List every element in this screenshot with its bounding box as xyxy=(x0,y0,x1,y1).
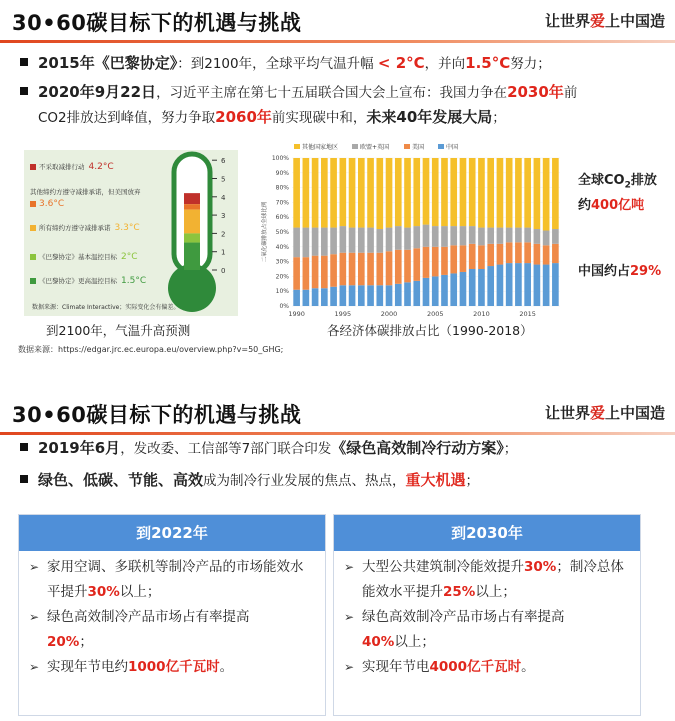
bar-segment xyxy=(543,231,550,246)
target-2030-card xyxy=(333,514,641,716)
bar-segment xyxy=(293,257,300,290)
thermometer-label-value: 3.6°C xyxy=(39,199,65,209)
bar-segment xyxy=(395,284,402,306)
x-tick-label: 2015 xyxy=(519,310,536,318)
bar-segment xyxy=(312,256,319,289)
bar-segment xyxy=(340,226,347,253)
thermometer-source: 数据来源：Climate Interactive；实际变化会有偏差。 xyxy=(32,304,180,311)
thermometer-infographic xyxy=(24,150,238,316)
logo-text-3: 上中国造 xyxy=(604,12,665,30)
bar-segment xyxy=(552,229,559,244)
bar-segment xyxy=(330,287,337,306)
bar-segment xyxy=(367,228,374,253)
bar-segment xyxy=(515,263,522,306)
bullet-text: ：到2100年，全球平均气温升幅 xyxy=(177,56,378,72)
bar-segment xyxy=(441,247,448,275)
bullet-text: 前 xyxy=(563,85,578,101)
note-text: 全球CO xyxy=(578,173,625,188)
bar-segment xyxy=(552,263,559,306)
bullet-heading: 2015年《巴黎协定》 xyxy=(38,54,178,72)
bar-segment xyxy=(395,158,402,226)
bar-segment xyxy=(312,158,319,228)
arrow-bullet-icon: ➢ xyxy=(344,660,355,674)
bar-segment xyxy=(450,158,457,226)
x-tick-label: 2005 xyxy=(426,310,444,318)
y-axis-label: 二氧化碳排放占全球比例 xyxy=(262,201,268,263)
thermometer-label-text: 不采取减排行动 xyxy=(39,163,85,171)
bar-segment xyxy=(303,290,310,306)
thermometer-label-text: 所有缔约方遵守减排承诺 xyxy=(39,224,111,232)
bar-segment xyxy=(515,228,522,243)
item-text: 家用空调、多联机等制冷产品的市场能效水平提升 xyxy=(47,559,304,600)
bar-segment xyxy=(376,229,383,253)
highlight-value: 1.5°C xyxy=(465,54,511,72)
legend-swatch xyxy=(30,254,36,260)
x-tick-label: 1990 xyxy=(288,310,305,318)
item-text: 实现年节电约 xyxy=(47,659,128,675)
thermometer-caption: 到2100年，气温升高预测 xyxy=(46,323,191,338)
bar-segment xyxy=(321,256,328,289)
item-highlight: 40% xyxy=(362,634,395,650)
y-tick-label: 80% xyxy=(275,184,289,192)
brand-logo xyxy=(545,10,665,31)
bar-segment xyxy=(497,158,504,228)
bullet-text: ； xyxy=(492,110,506,126)
bar-segment xyxy=(478,269,485,306)
item-text: 以上； xyxy=(119,584,161,600)
emissions-share-chart xyxy=(258,140,568,340)
thermometer-label-value: 3.3°C xyxy=(114,223,140,233)
card-item xyxy=(344,555,630,605)
bar-segment xyxy=(469,226,476,244)
logo-text-2: 爱 xyxy=(589,12,605,30)
card-header: 到2030年 xyxy=(334,515,640,551)
bullet-text: ； xyxy=(503,441,518,457)
bar-segment xyxy=(321,288,328,306)
scale-tick-label: 6 xyxy=(221,157,226,166)
item-text: 大型公共建筑制冷能效提升 xyxy=(362,559,524,575)
arrow-bullet-icon: ➢ xyxy=(29,560,40,574)
note-text: 中国约占 xyxy=(578,264,631,279)
y-tick-label: 30% xyxy=(275,258,289,266)
bullet-text: 成为制冷行业发展的焦点、热点， xyxy=(203,473,406,489)
thermometer-label-text: 《巴黎协定》基本温控目标 xyxy=(39,253,117,261)
thermometer-label-value: 4.2°C xyxy=(88,162,114,172)
item-highlight: 30% xyxy=(524,559,557,575)
item-highlight: 4000亿千瓦时 xyxy=(429,659,522,675)
legend-label: 其他国家地区 xyxy=(302,144,339,151)
bar-segment xyxy=(404,228,411,250)
title-divider xyxy=(0,40,675,43)
bar-segment xyxy=(423,158,430,225)
legend-swatch xyxy=(30,201,36,207)
legend-swatch xyxy=(404,144,410,149)
bullet-text: ，并向 xyxy=(424,56,466,72)
bar-segment xyxy=(524,242,531,263)
note-text: 排放 xyxy=(630,173,657,188)
bullet-text: ，发改委、工信部等7部门联合印发 xyxy=(120,441,332,457)
bar-segment xyxy=(450,245,457,273)
bullet-emphasis: 《绿色高效制冷行动方案》 xyxy=(331,439,504,457)
bar-segment xyxy=(478,158,485,228)
y-tick-label: 50% xyxy=(275,229,289,236)
bar-segment xyxy=(478,228,485,246)
thermometer-band xyxy=(184,243,200,270)
bar-segment xyxy=(413,226,420,248)
bar-segment xyxy=(515,242,522,263)
card-body xyxy=(19,551,325,680)
highlight-value: < 2°C xyxy=(377,54,425,72)
x-tick-label: 2010 xyxy=(473,310,490,318)
bar-segment xyxy=(404,158,411,228)
bar-segment xyxy=(515,158,522,228)
bar-segment xyxy=(469,269,476,306)
bar-segment xyxy=(441,226,448,247)
bar-segment xyxy=(441,275,448,306)
bullet-un-announcement xyxy=(20,80,660,130)
item-highlight: 30% xyxy=(87,584,120,600)
bar-segment xyxy=(487,266,494,306)
note-highlight: 400亿吨 xyxy=(591,197,645,213)
thermometer-label-value: 1.5°C xyxy=(121,276,147,286)
logo-text-2: 爱 xyxy=(589,404,605,422)
bar-segment xyxy=(506,242,513,263)
note-highlight: 29% xyxy=(630,264,662,279)
bullet-text: 前实现碳中和， xyxy=(271,110,367,126)
bar-segment xyxy=(534,229,541,244)
bullet-green-opportunity xyxy=(20,468,660,493)
card-item xyxy=(29,555,315,605)
card-item xyxy=(344,605,630,655)
bar-segment xyxy=(460,272,467,306)
bar-segment xyxy=(367,285,374,306)
bar-segment xyxy=(534,244,541,265)
page-title: 30•60碳目标下的机遇与挑战 xyxy=(12,403,302,427)
bullet-square-icon xyxy=(20,475,28,483)
y-tick-label: 20% xyxy=(275,273,289,281)
thermometer-label xyxy=(30,162,114,172)
item-text: 。 xyxy=(219,659,234,675)
bar-segment xyxy=(358,228,365,253)
thermometer-label xyxy=(30,223,140,233)
y-tick-label: 0% xyxy=(279,303,289,310)
legend-label: 中国 xyxy=(446,144,459,151)
item-text: 。 xyxy=(521,659,535,675)
bar-segment xyxy=(386,158,393,228)
china-share-note xyxy=(578,262,661,282)
bullet-text: ，习近平主席在第七十五届联合国大会上宣布：我国力争在 xyxy=(156,85,508,101)
thermometer-label-text: 其他缔约方遵守减排承诺，但美国放弃 xyxy=(30,188,141,196)
bullet-text: ； xyxy=(465,473,480,489)
thermometer-svg xyxy=(24,150,238,316)
bar-segment xyxy=(349,228,356,253)
thermometer-band xyxy=(184,193,200,204)
bar-segment xyxy=(358,253,365,286)
bullet-text: CO2排放达到峰值，努力争取 xyxy=(38,110,216,126)
bar-segment xyxy=(524,158,531,228)
thermometer-band xyxy=(184,210,200,234)
scale-tick-label: 4 xyxy=(221,193,226,202)
bar-segment xyxy=(303,257,310,290)
bullet-square-icon xyxy=(20,443,28,451)
bar-segment xyxy=(330,158,337,228)
card-body xyxy=(334,551,640,680)
bar-segment xyxy=(386,251,393,285)
item-text: ；制冷总体能效水平提升 xyxy=(362,559,624,600)
arrow-bullet-icon: ➢ xyxy=(29,610,40,624)
bar-segment xyxy=(349,285,356,306)
bullet-emphasis: 未来40年发展大局 xyxy=(366,108,493,126)
bullet-square-icon xyxy=(20,87,28,95)
item-highlight: 25% xyxy=(443,584,476,600)
bar-segment xyxy=(487,158,494,228)
scale-tick-label: 1 xyxy=(221,248,226,257)
slide-2 xyxy=(0,392,675,721)
bar-segment xyxy=(367,158,374,228)
bullet-heading: 绿色、低碳、节能、高效 xyxy=(38,471,204,489)
chart-caption: 各经济体碳排放占比（1990-2018） xyxy=(327,323,533,338)
thermometer-band xyxy=(184,204,200,209)
bar-segment xyxy=(524,263,531,306)
item-text: ； xyxy=(79,634,93,650)
bar-segment xyxy=(330,254,337,287)
bar-segment xyxy=(330,228,337,255)
item-text: 以上； xyxy=(394,634,435,650)
bar-segment xyxy=(349,158,356,228)
bar-segment xyxy=(321,158,328,228)
legend-swatch xyxy=(30,164,36,170)
item-text: 实现年节电 xyxy=(362,659,430,675)
arrow-bullet-icon: ➢ xyxy=(344,610,355,624)
card-item xyxy=(29,605,315,655)
bar-segment xyxy=(506,158,513,228)
bar-segment xyxy=(367,253,374,286)
data-source: 数据来源：https://edgar.jrc.ec.europa.eu/overview.php?v=50_GHG; xyxy=(18,345,284,354)
bar-segment xyxy=(534,265,541,306)
bar-segment xyxy=(386,228,393,252)
item-text: 以上； xyxy=(475,584,516,600)
bar-segment xyxy=(293,158,300,228)
legend-swatch xyxy=(30,278,36,284)
bar-segment xyxy=(423,225,430,247)
thermometer-label xyxy=(30,252,138,262)
bar-segment xyxy=(469,158,476,226)
bar-segment xyxy=(432,226,439,247)
legend-label: 欧盟+英国 xyxy=(360,144,390,151)
bar-segment xyxy=(543,265,550,306)
slide-gap xyxy=(0,362,675,392)
bar-segment xyxy=(340,285,347,306)
bar-segment xyxy=(376,285,383,306)
bar-segment xyxy=(552,244,559,263)
bullet-action-plan xyxy=(20,436,660,461)
bullet-square-icon xyxy=(20,58,28,66)
bar-segment xyxy=(450,226,457,245)
legend-swatch xyxy=(30,225,36,231)
page-title: 30•60碳目标下的机遇与挑战 xyxy=(12,11,302,35)
bar-segment xyxy=(487,244,494,266)
bar-segment xyxy=(413,281,420,306)
bar-segment xyxy=(543,158,550,231)
card-item xyxy=(29,655,315,680)
bar-segment xyxy=(534,158,541,229)
bar-segment xyxy=(340,253,347,286)
y-tick-label: 70% xyxy=(275,199,289,207)
bar-segment xyxy=(543,245,550,264)
legend-label: 美国 xyxy=(412,144,425,151)
chart-svg xyxy=(258,140,568,340)
item-text: 绿色高效制冷产品市场占有率提高 xyxy=(47,609,250,625)
bar-segment xyxy=(312,288,319,306)
bar-segment xyxy=(395,226,402,250)
item-highlight: 1000亿千瓦时 xyxy=(128,659,220,675)
thermometer-label-value: 2°C xyxy=(121,252,138,262)
bar-segment xyxy=(552,158,559,229)
bullet-text: 努力； xyxy=(510,56,551,72)
logo-text-3: 上中国造 xyxy=(604,404,665,422)
scale-tick-label: 3 xyxy=(221,212,226,221)
x-tick-label: 2000 xyxy=(380,310,398,318)
thermometer-band xyxy=(184,233,200,242)
scale-tick-label: 0 xyxy=(221,267,226,275)
bar-segment xyxy=(460,245,467,272)
y-tick-label: 100% xyxy=(271,155,289,162)
bar-segment xyxy=(312,228,319,256)
bar-segment xyxy=(432,158,439,226)
bar-segment xyxy=(469,244,476,269)
bar-segment xyxy=(340,158,347,226)
bar-segment xyxy=(413,248,420,281)
global-emission-note xyxy=(578,171,657,216)
bar-segment xyxy=(432,247,439,277)
bar-segment xyxy=(413,158,420,226)
highlight-value: 2060年 xyxy=(215,108,272,126)
logo-text-1: 让世界 xyxy=(544,12,590,30)
legend-swatch xyxy=(352,144,358,149)
bullet-heading: 2019年6月 xyxy=(38,439,121,457)
bar-segment xyxy=(506,263,513,306)
scale-tick-label: 2 xyxy=(221,230,226,239)
bar-segment xyxy=(404,282,411,306)
y-tick-label: 60% xyxy=(275,214,289,222)
bar-segment xyxy=(358,285,365,306)
bar-segment xyxy=(497,244,504,265)
bar-segment xyxy=(506,228,513,243)
bar-segment xyxy=(293,228,300,258)
y-tick-label: 90% xyxy=(275,169,289,177)
thermometer-label-text: 《巴黎协定》更高温控目标 xyxy=(39,277,117,285)
bar-segment xyxy=(423,278,430,306)
logo-text-1: 让世界 xyxy=(544,404,590,422)
bar-segment xyxy=(321,228,328,256)
title-divider xyxy=(0,432,675,435)
bar-segment xyxy=(497,265,504,306)
note-text: 约 xyxy=(578,197,592,213)
bullet-heading: 2020年9月22日 xyxy=(38,83,157,101)
bar-segment xyxy=(524,228,531,243)
bullet-paris xyxy=(20,51,660,76)
legend-swatch xyxy=(438,144,444,149)
bar-segment xyxy=(376,253,383,286)
bar-segment xyxy=(460,158,467,226)
card-header: 到2022年 xyxy=(19,515,325,551)
bar-segment xyxy=(404,250,411,283)
arrow-bullet-icon: ➢ xyxy=(29,660,40,674)
x-tick-label: 1995 xyxy=(334,310,352,318)
bar-segment xyxy=(460,226,467,245)
bullet-emphasis: 重大机遇 xyxy=(405,471,466,489)
bar-segment xyxy=(358,158,365,228)
bar-segment xyxy=(487,228,494,244)
bar-segment xyxy=(303,228,310,258)
bar-segment xyxy=(386,285,393,306)
bar-segment xyxy=(423,247,430,278)
item-highlight: 20% xyxy=(47,634,80,650)
arrow-bullet-icon: ➢ xyxy=(344,560,355,574)
bar-segment xyxy=(349,253,356,286)
bar-segment xyxy=(293,290,300,306)
thermometer-label xyxy=(30,276,146,286)
y-tick-label: 10% xyxy=(275,288,289,296)
bar-segment xyxy=(441,158,448,226)
bar-segment xyxy=(395,250,402,284)
card-item xyxy=(344,655,630,680)
bar-segment xyxy=(432,276,439,306)
bar-segment xyxy=(450,273,457,306)
target-2022-card xyxy=(18,514,326,716)
bar-segment xyxy=(497,228,504,244)
y-tick-label: 40% xyxy=(275,243,289,251)
item-text: 绿色高效制冷产品市场占有率提高 xyxy=(362,609,565,625)
bar-segment xyxy=(303,158,310,228)
brand-logo xyxy=(545,402,665,423)
thermometer-label xyxy=(30,187,141,209)
highlight-value: 2030年 xyxy=(507,83,564,101)
legend-swatch xyxy=(294,144,300,149)
bar-segment xyxy=(478,245,485,269)
bar-segment xyxy=(376,158,383,229)
scale-tick-label: 5 xyxy=(221,175,226,184)
note-subscript: 2 xyxy=(624,180,631,191)
